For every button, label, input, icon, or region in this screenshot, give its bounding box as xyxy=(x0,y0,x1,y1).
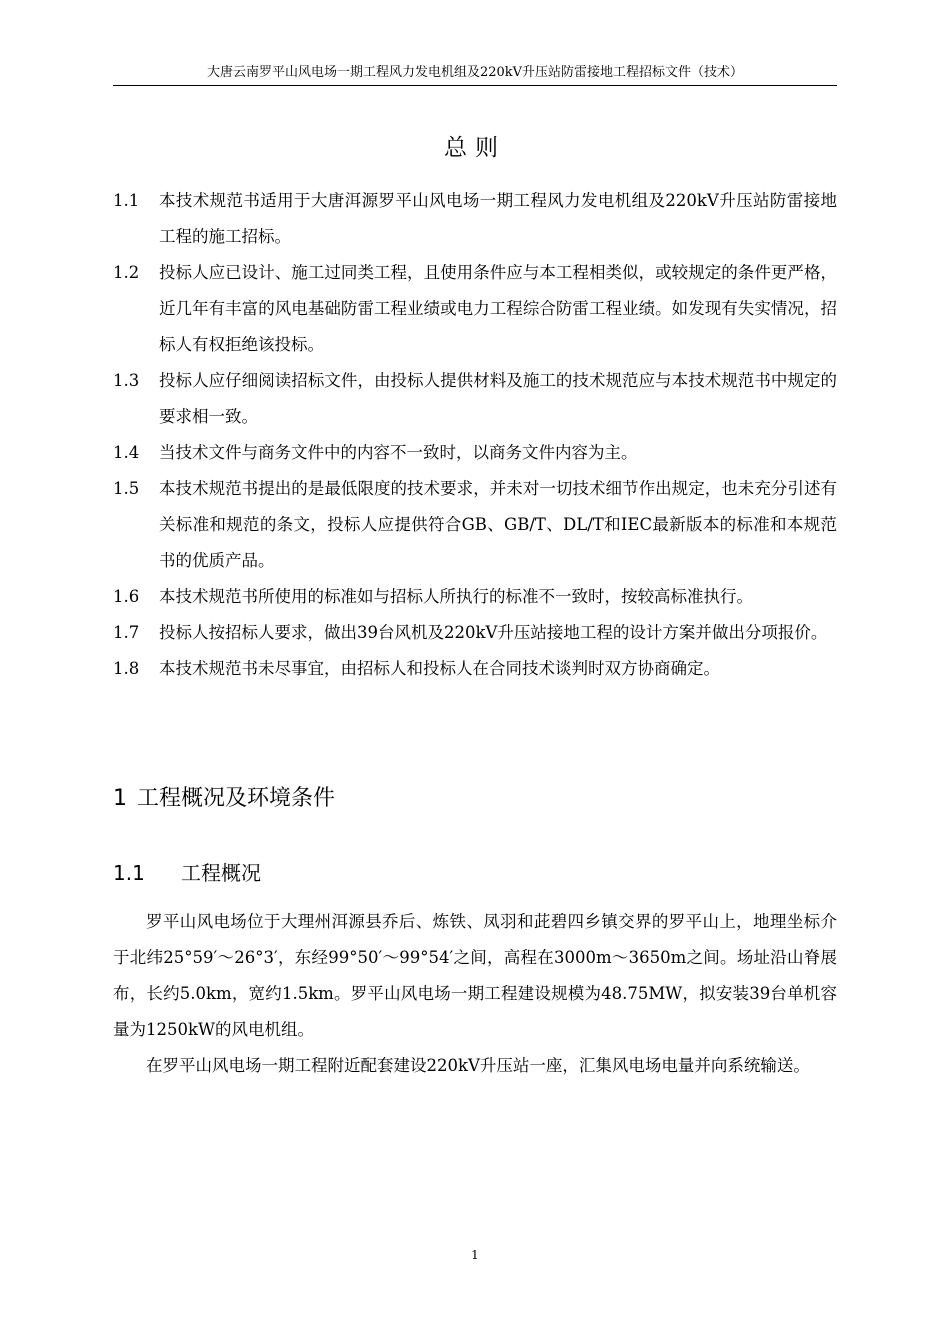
section-title: 工程概况及环境条件 xyxy=(137,786,336,811)
clause-number: 1.1 xyxy=(113,191,140,210)
page-title: 总则 xyxy=(444,135,506,161)
header-rule xyxy=(113,85,837,86)
clause-number: 1.3 xyxy=(113,371,140,390)
clause-text: 投标人应已设计、施工过同类工程，且使用条件应与本工程相类似，或较规定的条件更严格，近几年有丰富的风电基础防雷工程业绩或电力工程综合防雷工程业绩。如发现有失实情况，招标人有权拒绝该投标。 xyxy=(159,263,837,354)
clause-item xyxy=(113,363,837,435)
clause-text: 本技术规范书适用于大唐洱源罗平山风电场一期工程风力发电机组及220kV升压站防雷接地工程的施工招标。 xyxy=(159,191,837,246)
clause-text: 本技术规范书提出的是最低限度的技术要求，并未对一切技术细节作出规定，也未充分引述有关标准和规范的条文，投标人应提供符合GB、GB/T、DL/T和IEC最新版本的标准和本规范书的优质产品。 xyxy=(159,479,837,570)
clause-number: 1.8 xyxy=(113,659,140,678)
clause-text: 本技术规范书所使用的标准如与招标人所执行的标准不一致时，按较高标准执行。 xyxy=(159,587,753,606)
subsection-number: 1.1 xyxy=(113,861,145,885)
body-text xyxy=(113,904,837,1084)
clause-text: 投标人按招标人要求，做出39台风机及220kV升压站接地工程的设计方案并做出分项报价。 xyxy=(159,623,828,642)
clause-number: 1.4 xyxy=(113,443,140,462)
clause-number: 1.6 xyxy=(113,587,140,606)
paragraph: 罗平山风电场位于大理州洱源县乔后、炼铁、凤羽和茈碧四乡镇交界的罗平山上，地理坐标介于北纬25°59′～26°3′，东经99°50′～99°54′之间，高程在3000m～3650m之间。场址沿山脊展布，长约5.0km，宽约1.5km。罗平山风电场一期工程建设规模为48.75MW，拟安装39台单机容量为1250kW的风电机组。 xyxy=(113,912,837,1039)
clause-item xyxy=(113,471,837,579)
section-heading xyxy=(113,783,335,815)
clause-number: 1.2 xyxy=(113,263,140,282)
subsection-heading xyxy=(113,857,261,889)
clause-text: 投标人应仔细阅读招标文件，由投标人提供材料及施工的技术规范应与本技术规范书中规定的要求相一致。 xyxy=(159,371,837,426)
section-number: 1 xyxy=(113,786,127,811)
subsection-title: 工程概况 xyxy=(181,861,261,885)
clause-item xyxy=(113,579,837,615)
clause-item xyxy=(113,615,837,651)
clause-item xyxy=(113,183,837,255)
clause-number: 1.7 xyxy=(113,623,140,642)
clause-text: 当技术文件与商务文件中的内容不一致时，以商务文件内容为主。 xyxy=(159,443,638,462)
page-header: 大唐云南罗平山风电场一期工程风力发电机组及220kV升压站防雷接地工程招标文件（技术） xyxy=(206,65,744,80)
clause-number: 1.5 xyxy=(113,479,140,498)
clause-text: 本技术规范书未尽事宜，由招标人和投标人在合同技术谈判时双方协商确定。 xyxy=(159,659,720,678)
paragraph: 在罗平山风电场一期工程附近配套建设220kV升压站一座，汇集风电场电量并向系统输送。 xyxy=(146,1056,810,1075)
clause-item xyxy=(113,255,837,363)
clause-item xyxy=(113,435,837,471)
page-number: 1 xyxy=(471,1248,479,1262)
clause-list xyxy=(113,183,837,687)
clause-item xyxy=(113,651,837,687)
